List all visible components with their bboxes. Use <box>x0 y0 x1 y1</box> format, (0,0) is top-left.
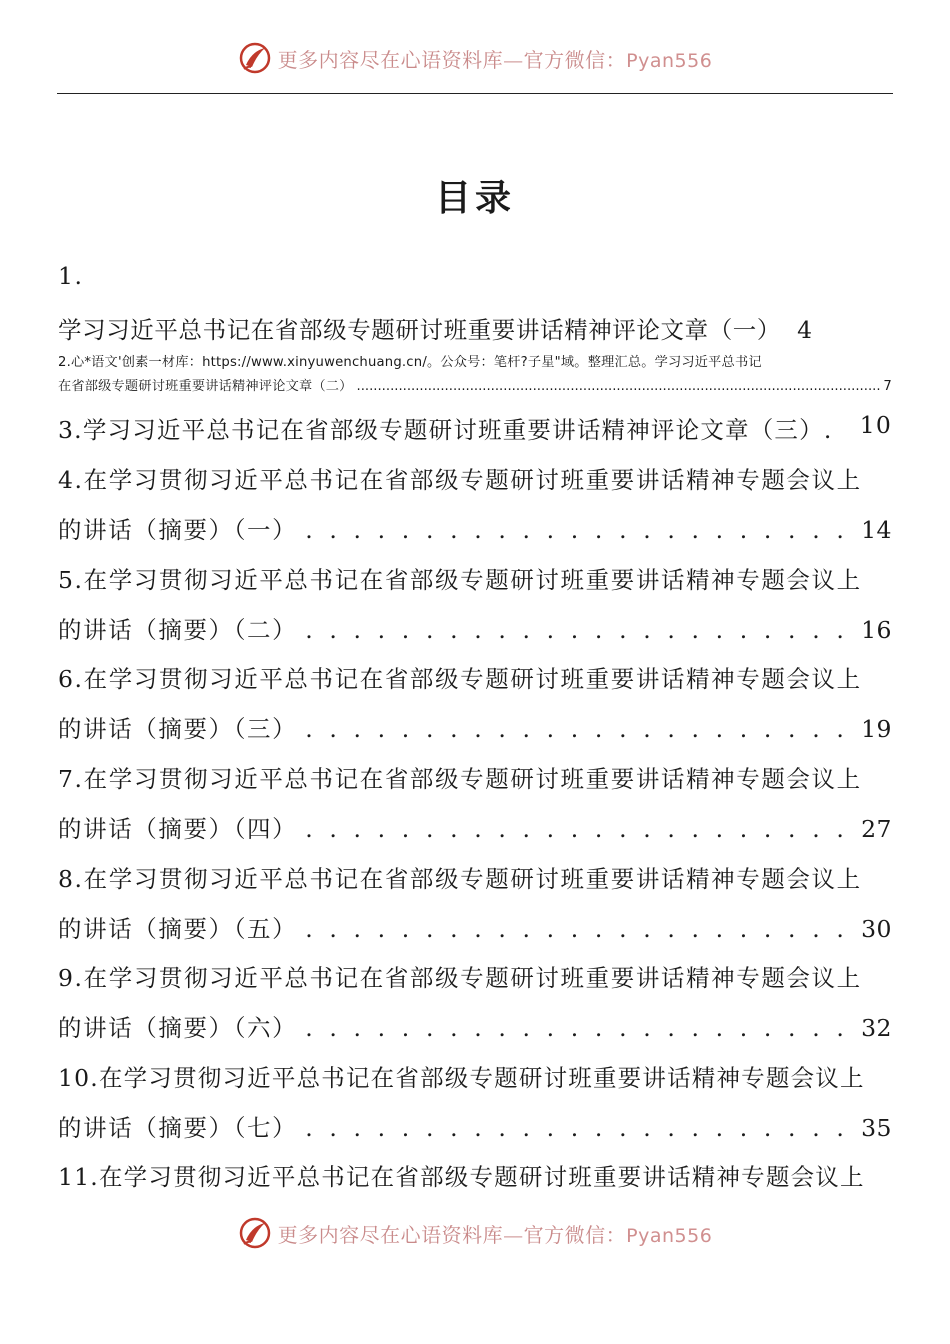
toc-item-3-page: 10 <box>859 411 892 439</box>
toc-item-6-page: 19 <box>861 715 892 743</box>
toc-item-7-page: 27 <box>861 815 892 843</box>
toc-item-4-text: 的讲话（摘要）（一） <box>58 516 298 544</box>
toc-item-7-line1[interactable]: 7.在学习贯彻习近平总书记在省部级专题研讨班重要讲话精神专题会议上 <box>58 765 862 793</box>
toc-item-9-line2[interactable] <box>58 1009 892 1043</box>
toc-item-10-page: 35 <box>861 1114 892 1142</box>
toc-item-4-line2[interactable] <box>58 511 892 545</box>
toc-item-8-page: 30 <box>861 915 892 943</box>
toc-item-10-line1[interactable]: 10.在学习贯彻习近平总书记在省部级专题研讨班重要讲话精神专题会议上 <box>58 1064 865 1092</box>
toc-item-8-text: 的讲话（摘要）（五） <box>58 915 298 943</box>
toc-leader-dots <box>305 915 855 943</box>
toc-item-5-page: 16 <box>861 616 892 644</box>
banner-text <box>278 1219 713 1248</box>
toc-item-7-text: 的讲话（摘要）（四） <box>58 815 298 843</box>
toc-item-2-text: 在省部级专题研讨班重要讲话精神评论文章（二） <box>58 379 353 394</box>
toc-item-2-page: 7 <box>883 379 892 394</box>
brush-logo-icon <box>238 1216 272 1250</box>
banner-dash: — <box>503 47 524 72</box>
toc-item-1[interactable] <box>58 311 892 345</box>
toc-leader-dots <box>305 616 855 644</box>
toc-item-9-text: 的讲话（摘要）（六） <box>58 1014 298 1042</box>
banner-wechat-label: 官方微信： <box>523 47 627 72</box>
header-banner <box>0 38 950 78</box>
toc-item-6-text: 的讲话（摘要）（三） <box>58 715 298 743</box>
toc-item-2-line1[interactable]: 2.心*语文'创素一材库：https://www.xinyuwenchuang.cn/。公众号：笔杆?子星"域。整理汇总。学习习近平总书记 <box>58 355 762 370</box>
toc-item-9-page: 32 <box>861 1014 892 1042</box>
toc-leader-dots <box>305 715 855 743</box>
banner-main-text: 更多内容尽在心语资料库 <box>277 1222 504 1247</box>
toc-item-7-line2[interactable] <box>58 810 892 844</box>
toc-item-1-page: 4 <box>797 316 813 344</box>
toc-item-6-line1[interactable]: 6.在学习贯彻习近平总书记在省部级专题研讨班重要讲话精神专题会议上 <box>58 665 862 693</box>
toc-leader-dots <box>305 1014 855 1042</box>
banner-main-text: 更多内容尽在心语资料库 <box>277 47 504 72</box>
toc-item-4-page: 14 <box>861 516 892 544</box>
banner-wechat-label: 官方微信： <box>523 1222 627 1247</box>
toc-leader-dots <box>305 516 855 544</box>
toc-item-3[interactable] <box>58 411 892 445</box>
toc-item-6-line2[interactable] <box>58 710 892 744</box>
toc-item-4-line1[interactable]: 4.在学习贯彻习近平总书记在省部级专题研讨班重要讲话精神专题会议上 <box>58 466 862 494</box>
page-title: 目录 <box>434 177 515 219</box>
footer-banner <box>0 1213 950 1253</box>
toc-item-8-line1[interactable]: 8.在学习贯彻习近平总书记在省部级专题研讨班重要讲话精神专题会议上 <box>58 865 862 893</box>
header-divider <box>57 93 893 94</box>
toc-item-1-text: 学习习近平总书记在省部级专题研讨班重要讲话精神评论文章（一） <box>58 316 781 344</box>
brush-logo-icon <box>238 41 272 75</box>
toc-item-10-line2[interactable] <box>58 1109 892 1143</box>
toc-item-11-line1[interactable]: 11.在学习贯彻习近平总书记在省部级专题研讨班重要讲话精神专题会议上 <box>58 1163 865 1191</box>
banner-wechat-id: Pyan556 <box>626 1224 713 1247</box>
toc-item-5-text: 的讲话（摘要）（二） <box>58 616 298 644</box>
toc-leader-dots <box>305 815 855 843</box>
toc-item-2-line2[interactable] <box>58 375 892 394</box>
toc-item-10-text: 的讲话（摘要）（七） <box>58 1114 298 1142</box>
banner-wechat-id: Pyan556 <box>626 49 713 72</box>
toc-item-3-text: 3.学习习近平总书记在省部级专题研讨班重要讲话精神评论文章（三）. <box>58 416 833 444</box>
toc-leader-dots <box>305 1114 855 1142</box>
banner-dash: — <box>503 1222 524 1247</box>
toc-item-8-line2[interactable] <box>58 910 892 944</box>
toc-item-1-number: 1. <box>58 262 84 290</box>
toc-leader-dots <box>357 379 881 394</box>
toc-item-9-line1[interactable]: 9.在学习贯彻习近平总书记在省部级专题研讨班重要讲话精神专题会议上 <box>58 964 862 992</box>
banner-text <box>278 44 713 73</box>
toc-item-5-line1[interactable]: 5.在学习贯彻习近平总书记在省部级专题研讨班重要讲话精神专题会议上 <box>58 566 862 594</box>
toc-item-5-line2[interactable] <box>58 611 892 645</box>
